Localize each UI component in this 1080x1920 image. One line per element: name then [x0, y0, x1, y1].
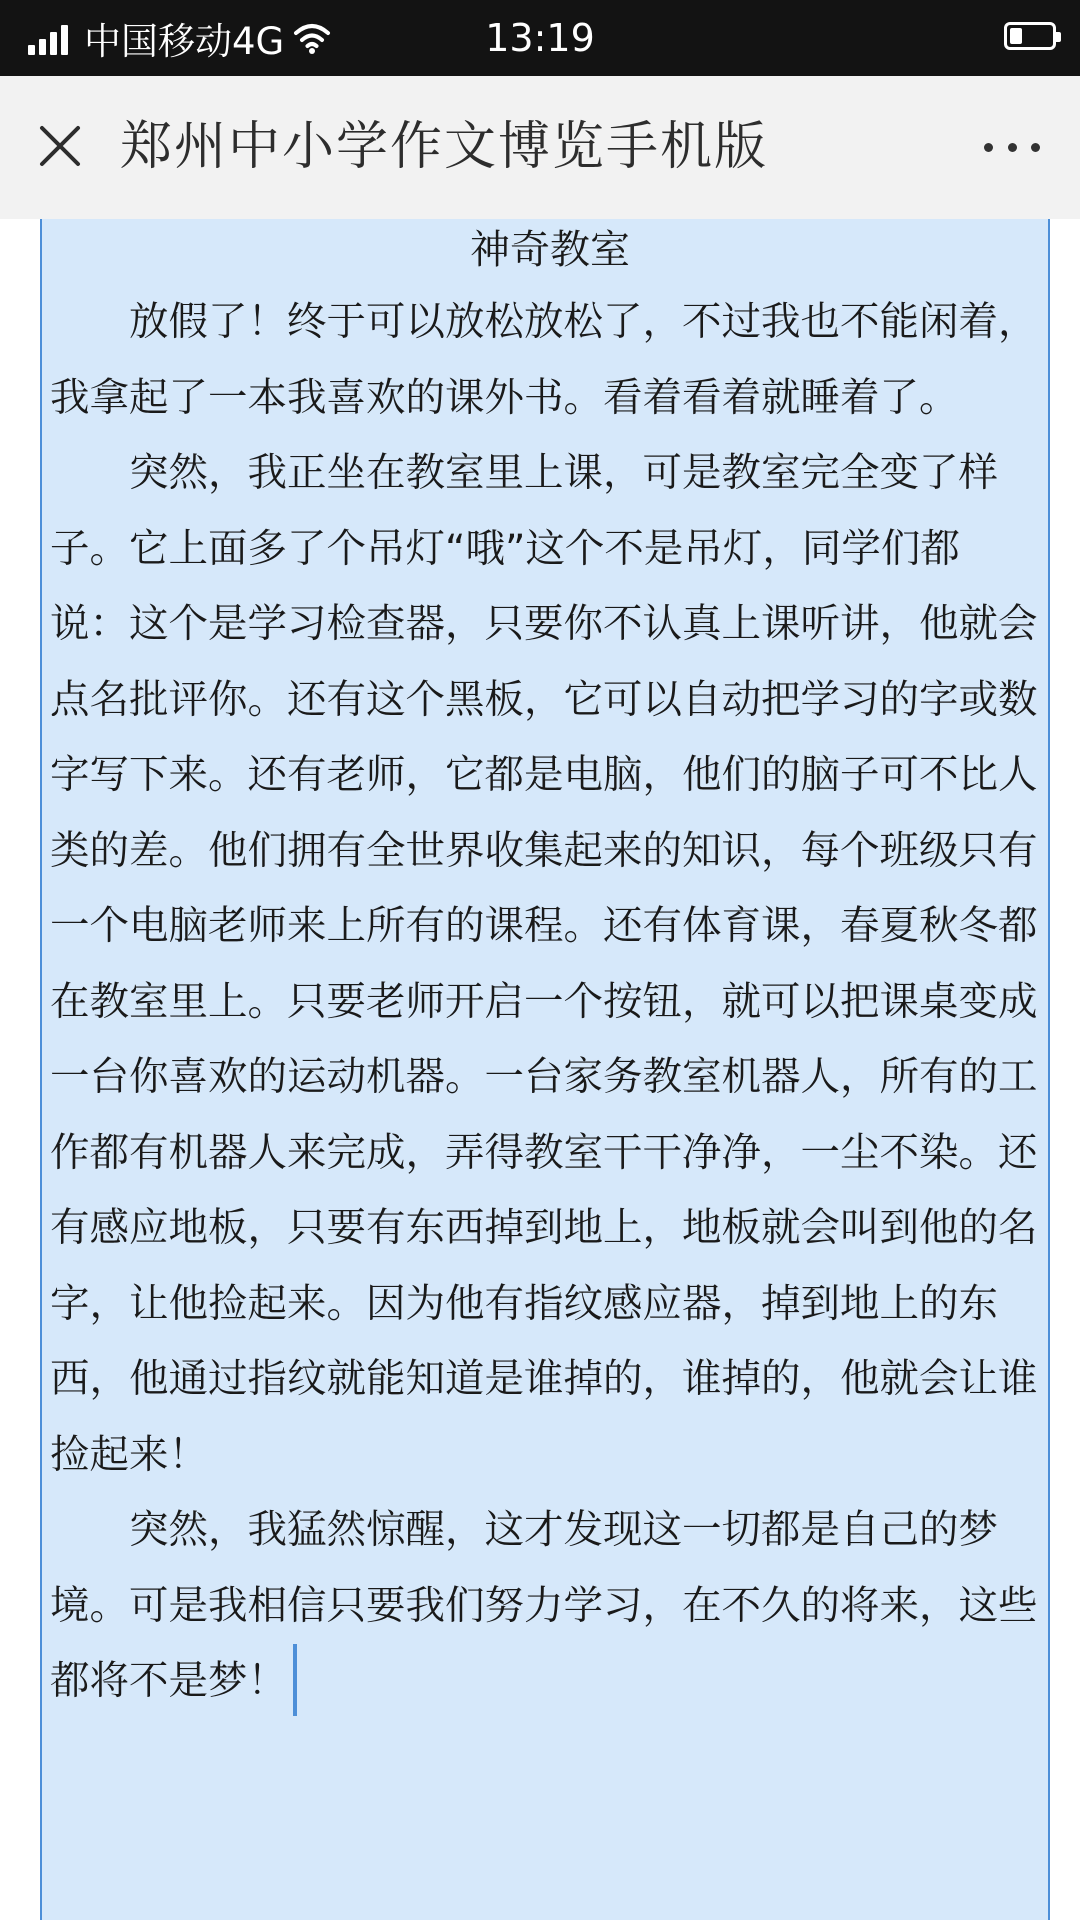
article-paragraph-3-text: 突然，我猛然惊醒，这才发现这一切都是自己的梦境。可是我相信只要我们努力学习，在不久的将来，这些都将不是梦！	[50, 1507, 1038, 1704]
article-paragraph-1: 放假了！终于可以放松放松了，不过我也不能闲着，我拿起了一本我喜欢的课外书。看着看着就睡着了。	[50, 299, 1038, 421]
status-bar	[0, 0, 1080, 76]
article-editor[interactable]	[40, 219, 1050, 1920]
status-time: 13:19	[485, 16, 595, 60]
article-title: 神奇教室	[470, 227, 630, 273]
page-title: 郑州中小学作文博览手机版	[120, 117, 769, 177]
more-icon[interactable]	[984, 134, 1040, 160]
text-cursor	[293, 1644, 297, 1716]
article-paragraph-2: 突然，我正坐在教室里上课，可是教室完全变了样子。它上面多了个吊灯“哦”这个不是吊灯，同学们都说：这个是学习检查器，只要你不认真上课听讲，他就会点名批评你。还有这个黑板，它可以自动把学习的字或数字写下来。还有老师，它都是电脑，他们的脑子可不比人类的差。他们拥有全世界收集起来的知识，每个班级只有一个电脑老师来上所有的课程。还有体育课，春夏秋冬都在教室里上。只要老师开启一个按钮，就可以把课桌变成一台你喜欢的运动机器。一台家务教室机器人，所有的工作都有机器人来完成，弄得教室干干净净，一尘不染。还有感应地板，只要有东西掉到地上，地板就会叫到他的名字，让他捡起来。因为他有指纹感应器，掉到地上的东西，他通过指纹就能知道是谁掉的，谁掉的，他就会让谁捡起来！	[50, 450, 1038, 1478]
web-content[interactable]	[0, 219, 1080, 1920]
article-paragraph-3	[50, 1493, 1038, 1720]
carrier-label: 中国移动4G	[84, 20, 285, 63]
battery-icon	[1004, 22, 1056, 50]
nav-bar	[0, 76, 1080, 219]
close-icon[interactable]	[36, 122, 84, 170]
